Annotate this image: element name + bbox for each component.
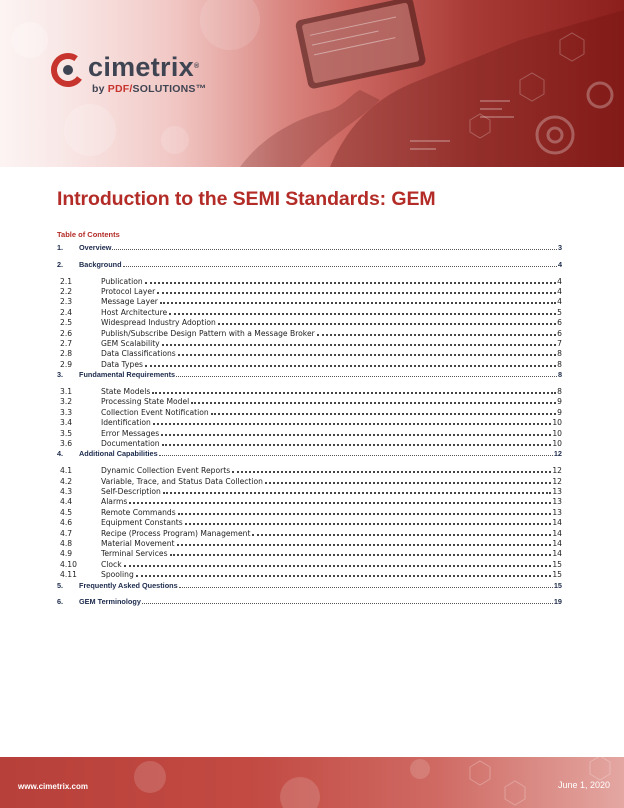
toc-entry-page: 14 [552,539,562,548]
toc-dot-leader [157,292,556,294]
toc-entry-title: State Models [101,387,151,396]
toc-entry-page: 4 [557,287,562,296]
toc-entry-number: 2.6 [57,329,101,338]
toc-entry-page: 19 [553,597,562,607]
toc-entry-page: 13 [552,487,562,496]
toc-dot-leader [159,454,553,456]
toc-entry-title: Equipment Constants [101,518,183,528]
toc-entry-number: 4.7 [57,529,101,538]
toc-entry-page: 9 [557,407,562,417]
toc-entry-number: 3.5 [57,429,101,438]
toc-entry-title: Background [79,259,122,269]
toc-entry-page: 8 [557,387,562,396]
toc-dot-leader [112,248,556,250]
toc-entry-title: Additional Capabilities [79,449,158,459]
toc-dot-leader [317,334,556,336]
toc-dot-leader [136,575,552,577]
toc-entry-page: 10 [552,428,562,438]
toc-dot-leader [265,482,551,484]
toc-entry-page: 14 [552,528,562,538]
toc-dot-leader [123,265,557,267]
toc-subsection-entry[interactable] [57,285,562,296]
toc-subsection-entry[interactable] [57,358,562,369]
toc-entry-page: 4 [557,259,562,269]
toc-entry-number: 4.2 [57,477,101,486]
toc-entry-page: 10 [552,439,562,448]
toc-section-entry[interactable] [57,368,562,379]
toc-entry-page: 14 [552,518,562,528]
toc-subsection-entry[interactable] [57,416,562,427]
toc-entry-number: 2.8 [57,349,101,358]
toc-entry-number: 4. [57,449,79,458]
toc-dot-leader [163,492,551,494]
logo-registered-mark: ® [193,63,200,70]
toc-subsection-entry[interactable] [57,485,562,496]
toc-entry-number: 2.4 [57,308,101,317]
publication-date: June 1, 2020 [557,780,610,790]
toc-entry-number: 4.3 [57,487,101,496]
toc-dot-leader [145,282,556,284]
toc-dot-leader [252,534,551,536]
toc-entry-number: 3.1 [57,387,101,396]
toc-subsection-entry[interactable] [57,316,562,327]
toc-subsection-entry[interactable] [57,295,562,306]
toc-entry-title: Publication [101,276,143,286]
logo-wordmark [88,52,199,82]
toc-subsection-entry[interactable] [57,547,562,558]
toc-entry-page: 8 [557,370,562,380]
toc-entry-page: 9 [557,397,562,407]
toc-entry-number: 4.8 [57,539,101,548]
toc-subsection-entry[interactable] [57,337,562,348]
toc-heading: Table of Contents [57,230,120,239]
toc-dot-leader [152,392,556,394]
toc-dot-leader [218,323,556,325]
toc-dot-leader [153,423,552,425]
toc-entry-title: Remote Commands [101,507,176,517]
toc-entry-title: Message Layer [101,297,158,307]
logo-partner-b: SOLUTIONS [132,83,196,95]
toc-entry-title: Collection Event Notification [101,407,209,417]
toc-subsection-entry[interactable] [57,395,562,406]
toc-subsection-entry[interactable] [57,516,562,527]
toc-entry-number: 5. [57,581,79,590]
toc-entry-number: 4.6 [57,518,101,527]
toc-subsection-entry[interactable] [57,475,562,486]
toc-entry-number: 6. [57,597,79,606]
toc-entry-page: 12 [552,466,562,476]
toc-dot-leader [178,513,552,515]
toc-entry-title: Overview [79,243,112,252]
toc-entry-number: 3.3 [57,408,101,417]
header-banner [0,0,624,167]
toc-dot-leader [129,502,551,504]
toc-entry-number: 3. [57,370,79,379]
toc-entry-number: 2.7 [57,339,101,348]
toc-entry-title: Fundamental Requirements [79,370,176,380]
footer-banner [0,757,624,808]
toc-entry-number: 4.10 [57,560,101,569]
toc-entry-title: Spooling [101,570,134,580]
toc-dot-leader [179,586,553,588]
toc-entry-page: 14 [552,549,562,559]
toc-entry-number: 4.4 [57,497,101,506]
toc-subsection-entry[interactable] [57,347,562,358]
toc-subsection-entry[interactable] [57,464,562,475]
toc-section-entry[interactable] [57,579,562,590]
toc-entry-title: Material Movement [101,539,175,548]
toc-entry-title: Alarms [101,497,128,507]
toc-entry-number: 2.1 [57,277,101,286]
toc-entry-page: 7 [557,339,562,348]
logo-by-text: by [92,83,105,95]
toc-entry-title: Error Messages [101,428,160,438]
toc-dot-leader [162,444,552,446]
toc-dot-leader [232,471,551,473]
toc-entry-number: 2.5 [57,318,101,327]
toc-entry-number: 3.2 [57,397,101,406]
toc-subsection-entry[interactable] [57,568,562,579]
toc-dot-leader [161,434,551,436]
toc-entry-title: GEM Scalability [101,339,160,348]
toc-dot-leader [145,365,556,367]
toc-dot-leader [142,602,553,604]
toc-subsection-entry[interactable] [57,437,562,448]
logo-partner-a: PDF [107,83,130,95]
toc-entry-page: 13 [552,497,562,507]
toc-entry-title: GEM Terminology [79,597,141,607]
toc-subsection-entry[interactable] [57,385,562,396]
toc-subsection-entry[interactable] [57,306,562,317]
toc-entry-title: Dynamic Collection Event Reports [101,466,231,476]
toc-dot-leader [191,402,556,404]
toc-entry-page: 13 [552,507,562,517]
toc-entry-title: Recipe (Process Program) Management [101,528,251,538]
toc-entry-page: 6 [557,318,562,328]
logo-byline: by PDF/SOLUTIONS™ [92,83,207,95]
toc-section-entry[interactable] [57,241,562,252]
footer-decoration [0,757,624,808]
toc-subsection-entry[interactable] [57,537,562,548]
toc-entry-number: 2.9 [57,360,101,369]
toc-entry-number: 3.4 [57,418,101,427]
toc-dot-leader [160,302,556,304]
toc-entry-number: 2. [57,260,79,269]
toc-subsection-entry[interactable] [57,406,562,417]
toc-entry-title: Data Classifications [101,349,176,359]
toc-entry-title: Host Architecture [101,307,168,317]
toc-entry-number: 4.9 [57,549,101,558]
toc-entry-title: Data Types [101,359,143,369]
toc-section-entry[interactable] [57,595,562,606]
toc-entry-title: Frequently Asked Questions [79,580,178,590]
logo-name: cimetrix [88,52,194,82]
toc-subsection-entry[interactable] [57,558,562,569]
toc-entry-title: Protocol Layer [101,287,156,296]
toc-entry-page: 12 [553,449,562,459]
toc-entry-number: 1. [57,243,79,252]
toc-entry-title: Clock [101,559,122,569]
toc-dot-leader [211,413,556,415]
toc-entry-page: 8 [557,349,562,359]
toc-entry-page: 15 [552,559,562,569]
toc-subsection-entry[interactable] [57,275,562,286]
toc-entry-page: 15 [553,580,562,590]
toc-subsection-entry[interactable] [57,495,562,506]
toc-entry-number: 4.5 [57,508,101,517]
toc-dot-leader [185,523,552,525]
toc-dot-leader [162,344,556,346]
toc-entry-page: 10 [552,418,562,428]
toc-dot-leader [124,565,552,567]
toc-entry-title: Variable, Trace, and Status Data Collection [101,476,263,486]
toc-entry-page: 5 [557,307,562,317]
document-title: Introduction to the SEMI Standards: GEM [57,188,436,210]
toc-entry-page: 12 [552,476,562,486]
toc-entry-page: 8 [557,359,562,369]
toc-section-entry[interactable] [57,258,562,269]
toc-entry-page: 6 [557,328,562,338]
company-logo[interactable] [50,52,230,100]
toc-entry-title: Terminal Services [101,549,168,559]
toc-subsection-entry[interactable] [57,327,562,338]
toc-dot-leader [177,544,552,546]
toc-dot-leader [178,354,556,356]
toc-entry-page: 4 [557,297,562,307]
toc-entry-number: 2.3 [57,297,101,306]
toc-entry-title: Self-Description [101,487,161,496]
toc-entry-number: 2.2 [57,287,101,296]
cimetrix-logo-icon [50,52,86,88]
toc-dot-leader [169,313,556,315]
toc-dot-leader [170,554,552,556]
toc-entry-page: 4 [557,276,562,286]
toc-entry-number: 4.1 [57,466,101,475]
toc-subsection-entry[interactable] [57,506,562,517]
toc-dot-leader [176,375,557,377]
website-link[interactable]: www.cimetrix.com [18,782,88,791]
toc-subsection-entry[interactable] [57,527,562,538]
toc-subsection-entry[interactable] [57,427,562,438]
toc-entry-number: 3.6 [57,439,101,448]
toc-entry-title: Identification [101,418,151,428]
toc-section-entry[interactable] [57,447,562,458]
toc-entry-title: Processing State Model [101,397,190,407]
logo-trademark: ™ [195,83,207,95]
toc-entry-title: Widespread Industry Adoption [101,318,216,328]
toc-entry-number: 4.11 [57,570,101,579]
toc-entry-page: 3 [557,243,562,252]
toc-entry-title: Publish/Subscribe Design Pattern with a Message Broker [101,328,315,338]
toc-entry-page: 15 [552,570,562,580]
toc-entry-title: Documentation [101,439,160,448]
